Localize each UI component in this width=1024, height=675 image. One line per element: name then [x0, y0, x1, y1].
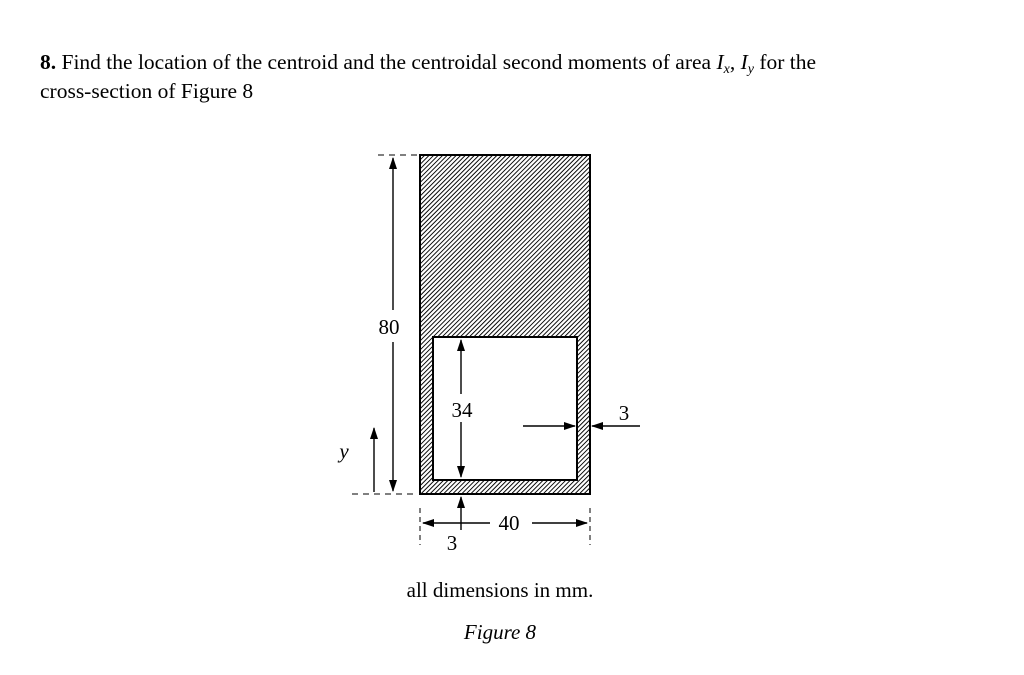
problem-text-line2: cross-section of Figure 8: [40, 79, 254, 103]
right-wall-label: 3: [618, 401, 630, 425]
problem-number: 8.: [40, 50, 57, 74]
height-dimension-label: 80: [378, 315, 400, 339]
problem-text-end: for the: [753, 50, 817, 74]
inner-height-label: 34: [451, 398, 473, 422]
bottom-wall-label: 3: [446, 531, 458, 555]
ix-subscript: x: [723, 62, 730, 77]
iy-subscript: y: [747, 62, 754, 77]
y-axis-label: y: [339, 439, 349, 463]
iy-symbol: I: [740, 50, 748, 74]
width-dimension-label: 40: [498, 511, 520, 535]
comma: ,: [729, 50, 741, 74]
units-note: all dimensions in mm.: [406, 578, 594, 602]
figure-caption: Figure 8: [463, 620, 537, 644]
ix-symbol: I: [716, 50, 724, 74]
problem-text: Find the location of the centroid and the centroidal second moments of area: [56, 50, 717, 74]
